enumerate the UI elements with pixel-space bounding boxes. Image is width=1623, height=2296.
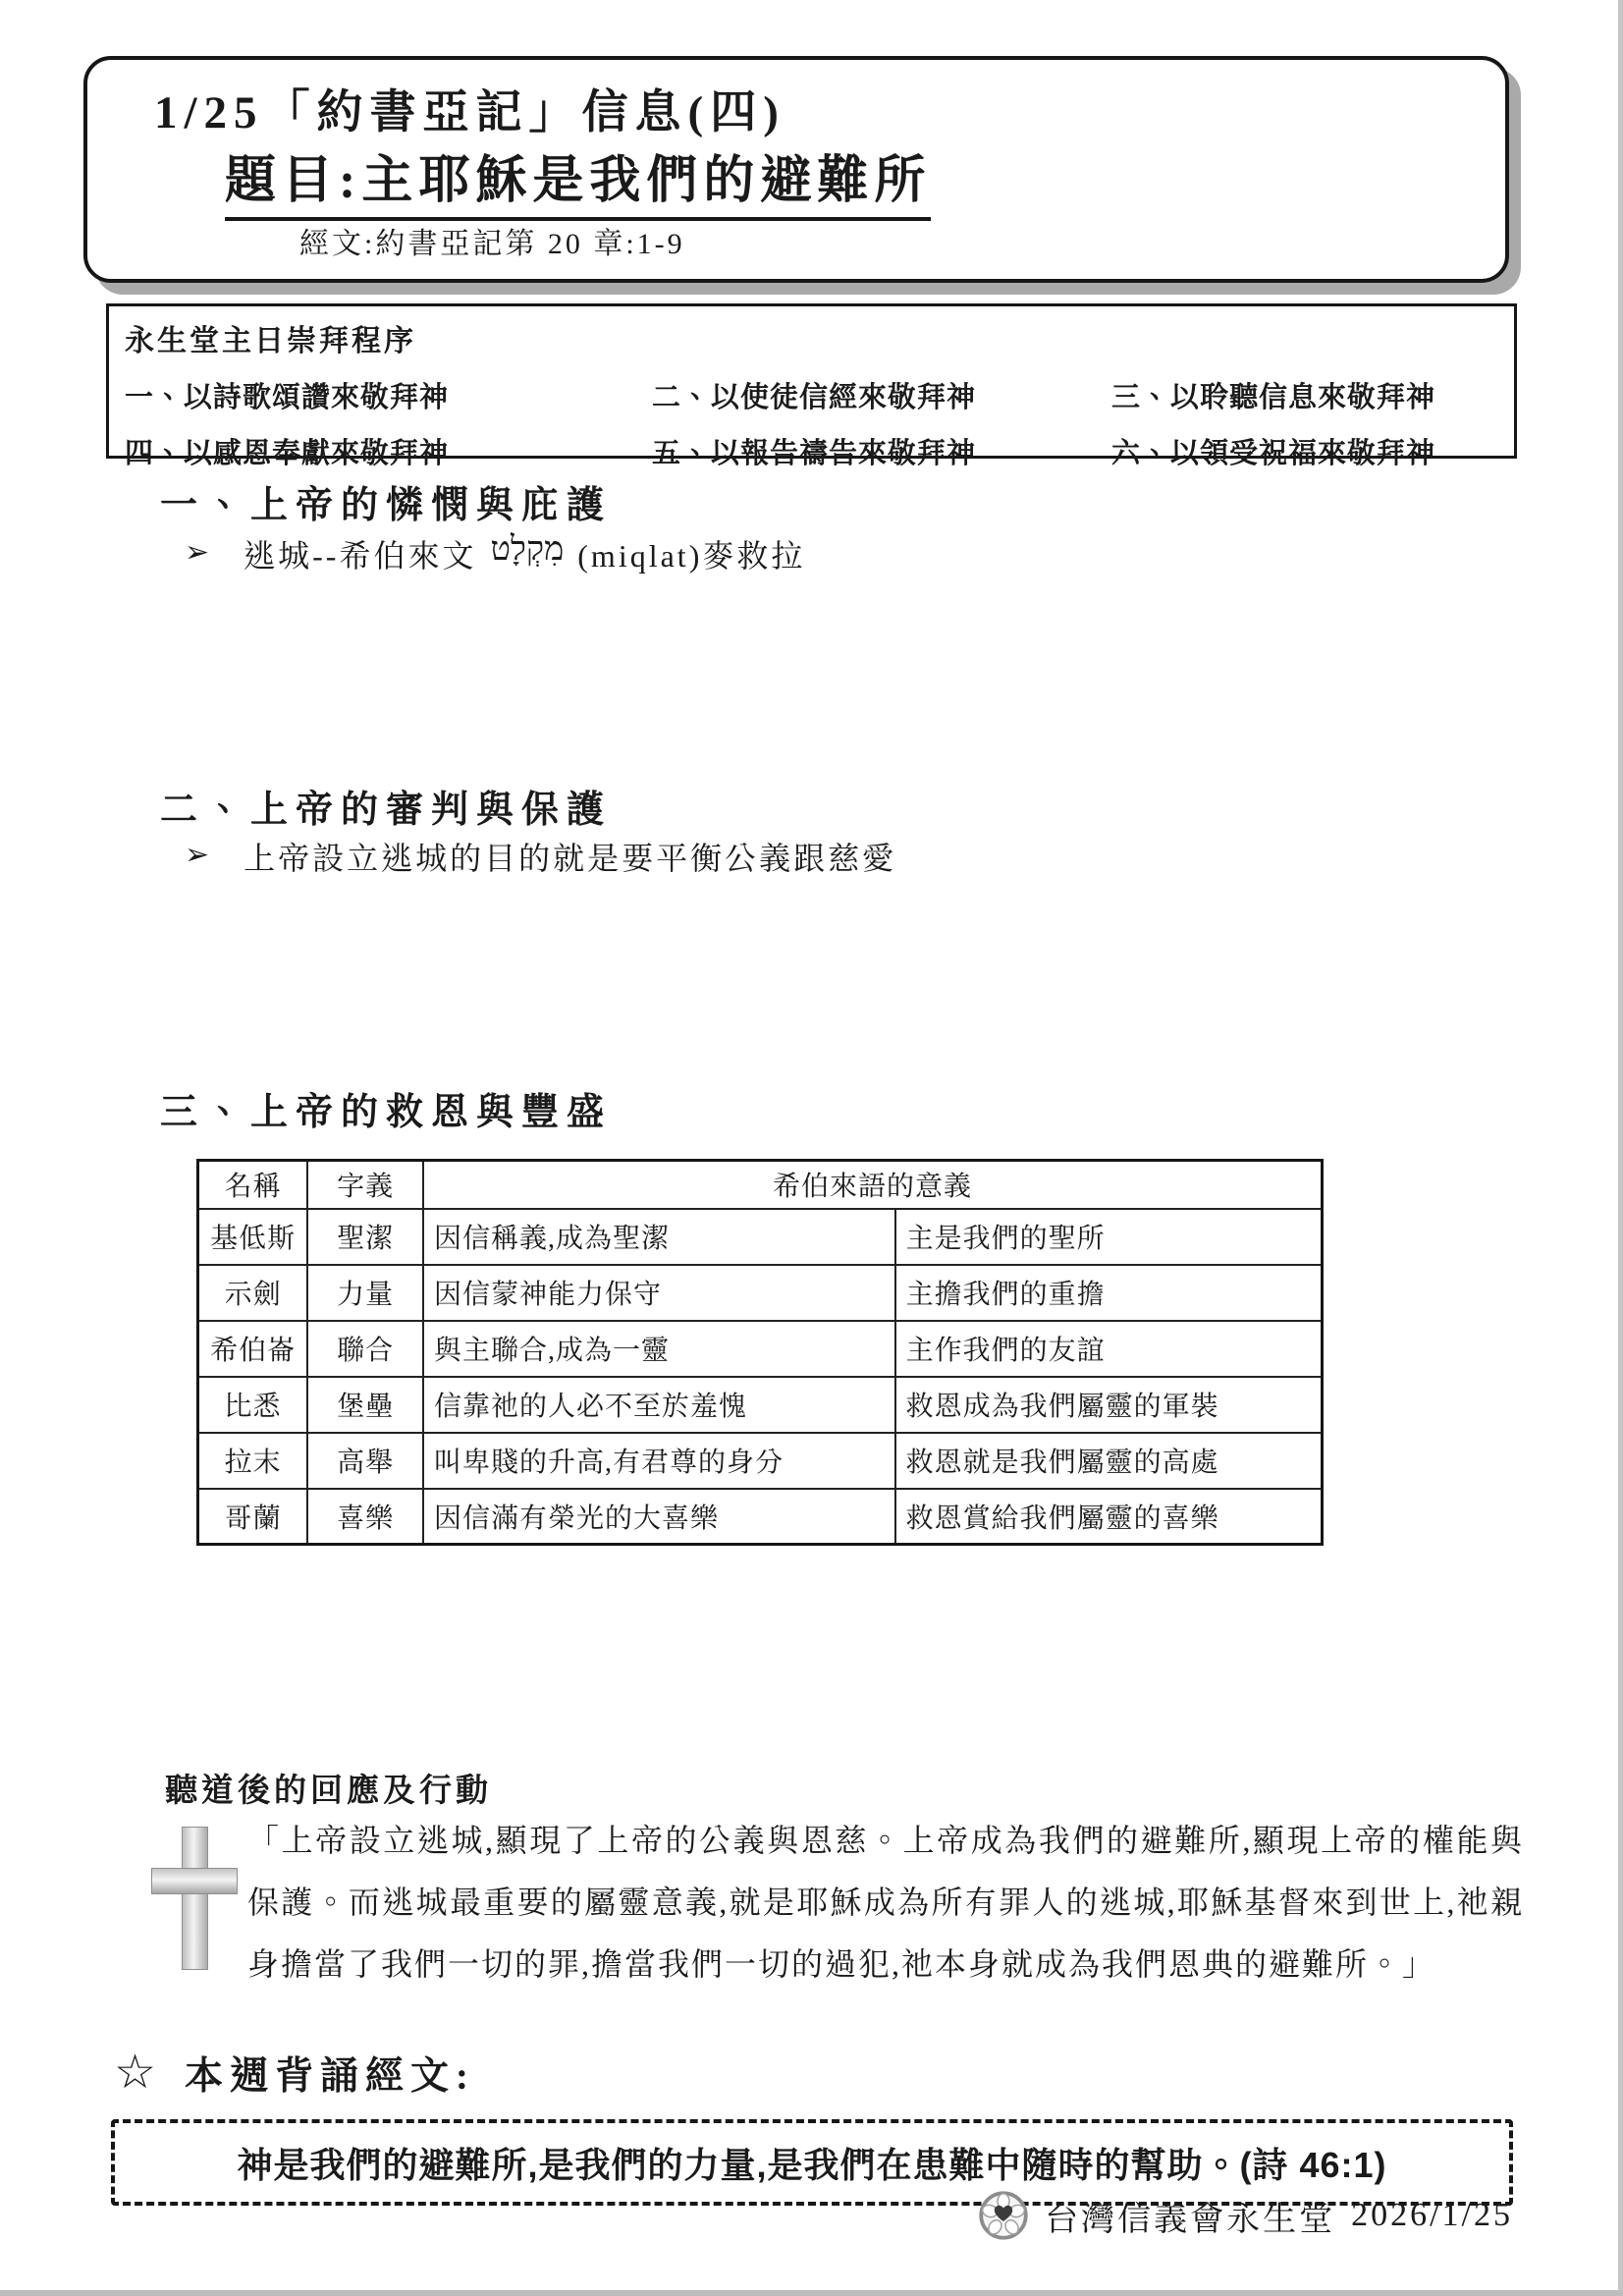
footer: [978, 2190, 1513, 2241]
section-2-bullet: [185, 834, 896, 879]
memory-verse-text: 神是我們的避難所,是我們的力量,是我們在患難中隨時的幫助。(詩 46:1): [237, 2144, 1387, 2185]
cell-name: 比悉: [198, 1377, 308, 1433]
cross-horizontal-bar: [151, 1868, 238, 1894]
section-2-heading: 二、上帝的審判與保護: [160, 790, 613, 831]
refuge-cities-table: [196, 1159, 1324, 1546]
cell-name: 拉末: [198, 1433, 308, 1489]
table-row: [198, 1265, 1323, 1321]
cell-sense: 聖潔: [307, 1209, 423, 1265]
cell-mean1: 信靠祂的人必不至於羞愧: [423, 1377, 895, 1433]
col-header-name: 名稱: [198, 1161, 308, 1209]
cell-mean1: 叫卑賤的升高,有君尊的身分: [423, 1433, 895, 1489]
cell-mean2: 主是我們的聖所: [895, 1209, 1323, 1265]
cell-mean2: 救恩就是我們屬靈的高處: [895, 1433, 1323, 1489]
table-row: [198, 1433, 1323, 1489]
cell-name: 希伯崙: [198, 1321, 308, 1377]
cell-sense: 堡壘: [307, 1377, 423, 1433]
cell-mean1: 與主聯合,成為一靈: [423, 1321, 895, 1377]
cell-name: 示劍: [198, 1265, 308, 1321]
table-header-row: [198, 1161, 1323, 1209]
scan-edge-right: [1618, 0, 1623, 2296]
col-header-hebrew-significance: 希伯來語的意義: [423, 1161, 1323, 1209]
cross-vertical-bar: [182, 1827, 208, 1970]
header-box: [83, 56, 1509, 283]
section-1-bullet: [185, 531, 805, 576]
arrow-head-icon: ➢: [185, 535, 213, 570]
worship-order-title: 永生堂主日崇拜程序: [125, 325, 416, 357]
memory-verse-heading: [114, 2046, 475, 2101]
col-header-meaning: 字義: [307, 1161, 423, 1209]
table-row: [198, 1377, 1323, 1433]
bullet-text: 上帝設立逃城的目的就是要平衡公義跟慈愛: [243, 841, 897, 876]
cell-name: 基低斯: [198, 1209, 308, 1265]
cross-icon: [149, 1819, 240, 1976]
worship-order-list: [125, 375, 1498, 471]
scripture-reference: 經文:約書亞記第 20 章:1-9: [299, 228, 685, 260]
scan-edge-bottom: [0, 2290, 1623, 2296]
worship-item-6: 六、以領受祝福來敬拜神: [1111, 438, 1436, 469]
cell-mean1: 因信蒙神能力保守: [423, 1265, 895, 1321]
cell-name: 哥蘭: [198, 1489, 308, 1545]
memory-verse-label: 本週背誦經文:: [185, 2055, 476, 2098]
cell-sense: 聯合: [307, 1321, 423, 1377]
section-1-heading: 一、上帝的憐憫與庇護: [160, 485, 613, 526]
worship-order-box: [106, 303, 1517, 469]
worship-item-2: 二、以使徒信經來敬拜神: [652, 382, 977, 413]
table-row: [198, 1321, 1323, 1377]
cell-mean2: 主作我們的友誼: [895, 1321, 1323, 1377]
cell-sense: 高舉: [307, 1433, 423, 1489]
cell-sense: 喜樂: [307, 1489, 423, 1545]
cell-mean1: 因信滿有榮光的大喜樂: [423, 1489, 895, 1545]
cell-mean2: 主擔我們的重擔: [895, 1265, 1323, 1321]
section-3-heading: 三、上帝的救恩與豐盛: [160, 1092, 613, 1133]
church-name: 台灣信義會永生堂: [1045, 2201, 1336, 2238]
footer-date: 2026/1/25: [1351, 2197, 1513, 2233]
cell-sense: 力量: [307, 1265, 423, 1321]
worship-item-5: 五、以報告禱告來敬拜神: [652, 438, 977, 469]
table-row: [198, 1489, 1323, 1545]
series-title: 1/25「約書亞記」信息(四): [154, 87, 785, 138]
sermon-title: 題目:主耶穌是我們的避難所: [225, 138, 931, 221]
bullet-text-suffix: (miqlat)麥救拉: [577, 538, 806, 574]
bullet-text-prefix: 逃城--希伯來文: [243, 538, 477, 574]
cell-mean1: 因信稱義,成為聖潔: [423, 1209, 895, 1265]
luther-rose-logo-icon: [978, 2190, 1029, 2241]
cell-mean2: 救恩賞給我們屬靈的喜樂: [895, 1489, 1323, 1545]
response-heading: 聽道後的回應及行動: [165, 1774, 492, 1809]
worship-item-4: 四、以感恩奉獻來敬拜神: [125, 438, 450, 469]
cell-mean2: 救恩成為我們屬靈的軍裝: [895, 1377, 1323, 1433]
worship-item-1: 一、以詩歌頌讚來敬拜神: [125, 382, 450, 413]
hebrew-word: מִקְלָט: [490, 531, 565, 568]
worship-item-3: 三、以聆聽信息來敬拜神: [1111, 382, 1436, 413]
arrow-head-icon: ➢: [185, 838, 213, 872]
table-row: [198, 1209, 1323, 1265]
response-paragraph: 「上帝設立逃城,顯現了上帝的公義與恩慈。上帝成為我們的避難所,顯現上帝的權能與保護。而逃城最重要的屬靈意義,就是耶穌成為所有罪人的逃城,耶穌基督來到世上,祂親身擔當了我們一切的罪,擔當我們一切的過犯,祂本身就成為我們恩典的避難所。」: [247, 1823, 1524, 1982]
star-icon: ☆: [114, 2047, 164, 2099]
